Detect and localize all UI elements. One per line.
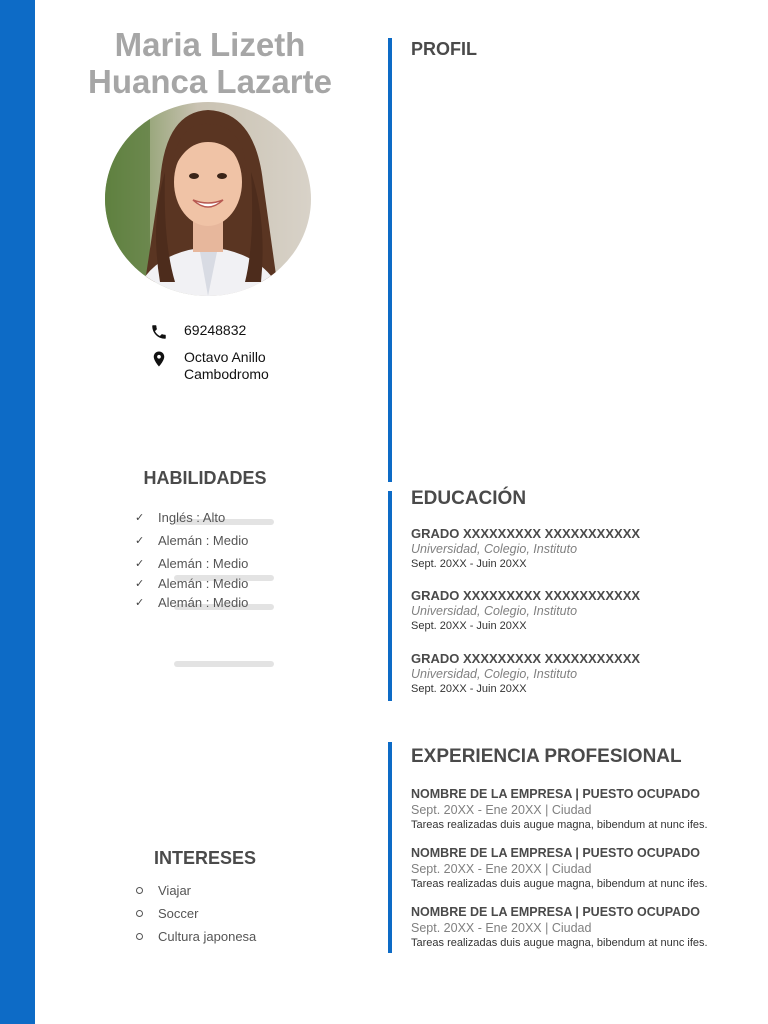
interest-label: Soccer xyxy=(158,906,199,921)
skill-bar xyxy=(174,661,274,667)
skill-item xyxy=(135,510,225,525)
person-name xyxy=(60,26,360,100)
left-accent-bar xyxy=(0,0,35,1024)
address-line-1: Octavo Anillo xyxy=(184,349,266,365)
skill-label: Alemán : Medio xyxy=(158,595,249,610)
address xyxy=(184,349,269,383)
interest-item xyxy=(136,883,191,898)
education-dates: Sept. 20XX - Juin 20XX xyxy=(411,620,527,632)
education-dates: Sept. 20XX - Juin 20XX xyxy=(411,558,527,570)
contact-phone xyxy=(150,322,246,341)
skills-title: HABILIDADES xyxy=(143,468,267,488)
experience-item xyxy=(411,905,708,950)
circle-bullet-icon xyxy=(136,887,143,894)
interests-title: INTERESES xyxy=(153,848,257,868)
check-icon: ✓ xyxy=(135,558,145,570)
education-item xyxy=(411,651,640,696)
experience-dates: Sept. 20XX - Ene 20XX | Ciudad xyxy=(411,921,592,935)
experience-header: NOMBRE DE LA EMPRESA | PUESTO OCUPADO xyxy=(411,846,700,860)
skill-item xyxy=(135,533,248,548)
profile-divider xyxy=(388,38,392,482)
experience-divider xyxy=(388,742,392,953)
experience-header: NOMBRE DE LA EMPRESA | PUESTO OCUPADO xyxy=(411,905,700,919)
education-item xyxy=(411,526,640,571)
experience-description: Tareas realizadas duis augue magna, bibendum at nunc ifes. xyxy=(411,937,708,949)
skill-label: Alemán : Medio xyxy=(158,576,249,591)
check-icon: ✓ xyxy=(135,597,145,609)
skill-item xyxy=(135,556,248,571)
phone-icon xyxy=(150,323,168,341)
skill-label: Alemán : Medio xyxy=(158,556,249,571)
experience-description: Tareas realizadas duis augue magna, bibendum at nunc ifes. xyxy=(411,878,708,890)
interest-item xyxy=(136,929,256,944)
interest-label: Viajar xyxy=(158,883,192,898)
experience-description: Tareas realizadas duis augue magna, bibendum at nunc ifes. xyxy=(411,819,708,831)
experience-title: EXPERIENCIA PROFESIONAL xyxy=(411,746,682,767)
skill-label: Alemán : Medio xyxy=(158,533,249,548)
skill-item xyxy=(135,595,248,610)
experience-dates: Sept. 20XX - Ene 20XX | Ciudad xyxy=(411,862,592,876)
education-institution: Universidad, Colegio, Instituto xyxy=(411,542,578,556)
experience-dates: Sept. 20XX - Ene 20XX | Ciudad xyxy=(411,803,592,817)
education-institution: Universidad, Colegio, Instituto xyxy=(411,667,578,681)
address-line-2: Cambodromo xyxy=(184,366,269,382)
profile-title: PROFIL xyxy=(411,39,477,59)
education-dates: Sept. 20XX - Juin 20XX xyxy=(411,683,527,695)
experience-item xyxy=(411,787,708,832)
interest-label: Cultura japonesa xyxy=(158,929,257,944)
contact-address xyxy=(150,349,269,383)
map-pin-icon xyxy=(150,350,168,368)
education-degree: GRADO XXXXXXXXX XXXXXXXXXXX xyxy=(411,526,641,541)
circle-bullet-icon xyxy=(136,910,143,917)
check-icon: ✓ xyxy=(135,512,145,524)
education-degree: GRADO XXXXXXXXX XXXXXXXXXXX xyxy=(411,651,641,666)
education-divider xyxy=(388,491,392,701)
circle-bullet-icon xyxy=(136,933,143,940)
interest-item xyxy=(136,906,198,921)
name-line-2: Huanca Lazarte xyxy=(88,63,332,100)
education-degree: GRADO XXXXXXXXX XXXXXXXXXXX xyxy=(411,588,641,603)
education-title: EDUCACIÓN xyxy=(411,488,527,509)
experience-item xyxy=(411,846,708,891)
check-icon: ✓ xyxy=(135,535,145,547)
profile-photo xyxy=(105,102,311,296)
name-line-1: Maria Lizeth xyxy=(114,26,306,63)
phone-number: 69248832 xyxy=(184,322,247,338)
education-item xyxy=(411,588,640,633)
experience-header: NOMBRE DE LA EMPRESA | PUESTO OCUPADO xyxy=(411,787,700,801)
education-institution: Universidad, Colegio, Instituto xyxy=(411,604,578,618)
skill-label: Inglés : Alto xyxy=(158,510,226,525)
skill-item xyxy=(135,576,248,591)
check-icon: ✓ xyxy=(135,578,145,590)
